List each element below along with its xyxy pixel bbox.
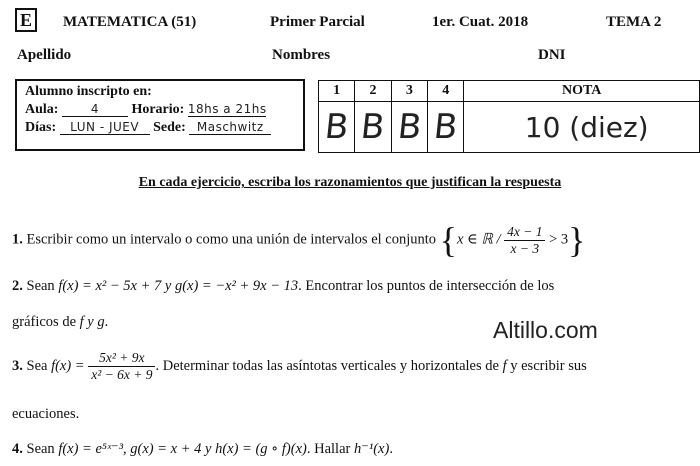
grade-mark-2: B	[359, 107, 387, 147]
question-2: 2. Sean f(x) = x² − 5x + 7 y g(x) = −x² + 9x − 13. Encontrar los puntos de intersección de los	[12, 278, 555, 294]
question-4: 4. Sean f(x) = e⁵ˣ⁻³, g(x) = x + 4 y h(x) = (g ∘ f)(x). Hallar h⁻¹(x).	[12, 441, 393, 457]
sede-value: Maschwitz	[189, 120, 271, 135]
exam-name: Primer Parcial	[270, 14, 365, 30]
question-3-line-2: ecuaciones.	[12, 406, 80, 422]
instructions: En cada ejercicio, escriba los razonamientos que justifican la respuesta	[138, 175, 562, 190]
grade-header-1: 1	[319, 81, 355, 102]
question-1-set-left: x ∈ ℝ /	[456, 231, 501, 248]
question-4-h-def: h(x) = (g ∘ f)(x)	[215, 441, 307, 457]
grade-mark-1: B	[322, 107, 351, 147]
grade-mark-3: B	[395, 107, 424, 147]
horario-label: Horario:	[131, 102, 185, 117]
question-3-fraction: $\frac{\text{5x² + 9x}}{\text{x² − 6x + 9}}$	[88, 350, 155, 383]
watermark: Altillo.com	[493, 317, 598, 343]
aula-value: 4	[62, 102, 128, 117]
grade-header-nota: NOTA	[464, 81, 700, 102]
question-2-g-def: g(x) = −x² + 9x − 13	[174, 278, 299, 294]
question-2-number: 2.	[12, 278, 23, 294]
question-3-number: 3.	[12, 357, 23, 374]
question-1: 1. Escribir como un intervalo o como una unión de intervalos el conjunto {x ∈ ℝ / $\frac{4x - 1}{x - 3}$ > 3}	[12, 220, 586, 260]
question-4-number: 4.	[12, 441, 23, 457]
grade-mark-4: B	[431, 107, 460, 147]
dias-value: LUN - JUEV	[60, 120, 150, 135]
grade-header-4: 4	[428, 81, 464, 102]
question-1-number: 1.	[12, 231, 23, 248]
tema-letter-box: E	[15, 8, 37, 32]
nombres-label: Nombres	[272, 47, 331, 63]
question-2-f-def: f(x) = x² − 5x + 7	[58, 278, 162, 294]
dni-label: DNI	[538, 47, 566, 63]
question-1-set-right: > 3	[549, 231, 569, 248]
final-grade: 10 (diez)	[464, 102, 700, 153]
tema-label: TEMA 2	[606, 14, 662, 30]
sede-label: Sede:	[153, 120, 186, 135]
question-1-text: Escribir como un intervalo o como una unión de intervalos el conjunto	[26, 231, 437, 248]
question-2-line-2: gráficos de f y g.	[12, 314, 109, 330]
grades-table	[318, 80, 700, 153]
horario-value: 18hs a 21hs	[187, 102, 267, 116]
dias-label: Días:	[25, 120, 57, 135]
apellido-label: Apellido	[17, 47, 72, 63]
aula-label: Aula:	[25, 102, 59, 117]
grade-header-2: 2	[355, 81, 391, 102]
question-1-fraction: $\frac{4x - 1}{x - 3}$	[504, 224, 545, 257]
question-4-g-def: , g(x) = x + 4	[123, 441, 202, 457]
grade-header-3: 3	[391, 81, 427, 102]
question-4-f-def: f(x) = e⁵ˣ⁻³	[58, 441, 124, 457]
enrollment-box	[15, 79, 305, 151]
question-3: 3. Sea f(x) = $\frac{\text{5x² + 9x}}{\text{x² − 6x + 9}}$ . Determinar todas las asíntotas verticales y horizontales de f y escribir sus	[12, 350, 587, 382]
enrollment-title: Alumno inscripto en:	[25, 84, 152, 99]
subject-title: MATEMATICA (51)	[63, 14, 197, 30]
term-label: 1er. Cuat. 2018	[432, 14, 529, 30]
